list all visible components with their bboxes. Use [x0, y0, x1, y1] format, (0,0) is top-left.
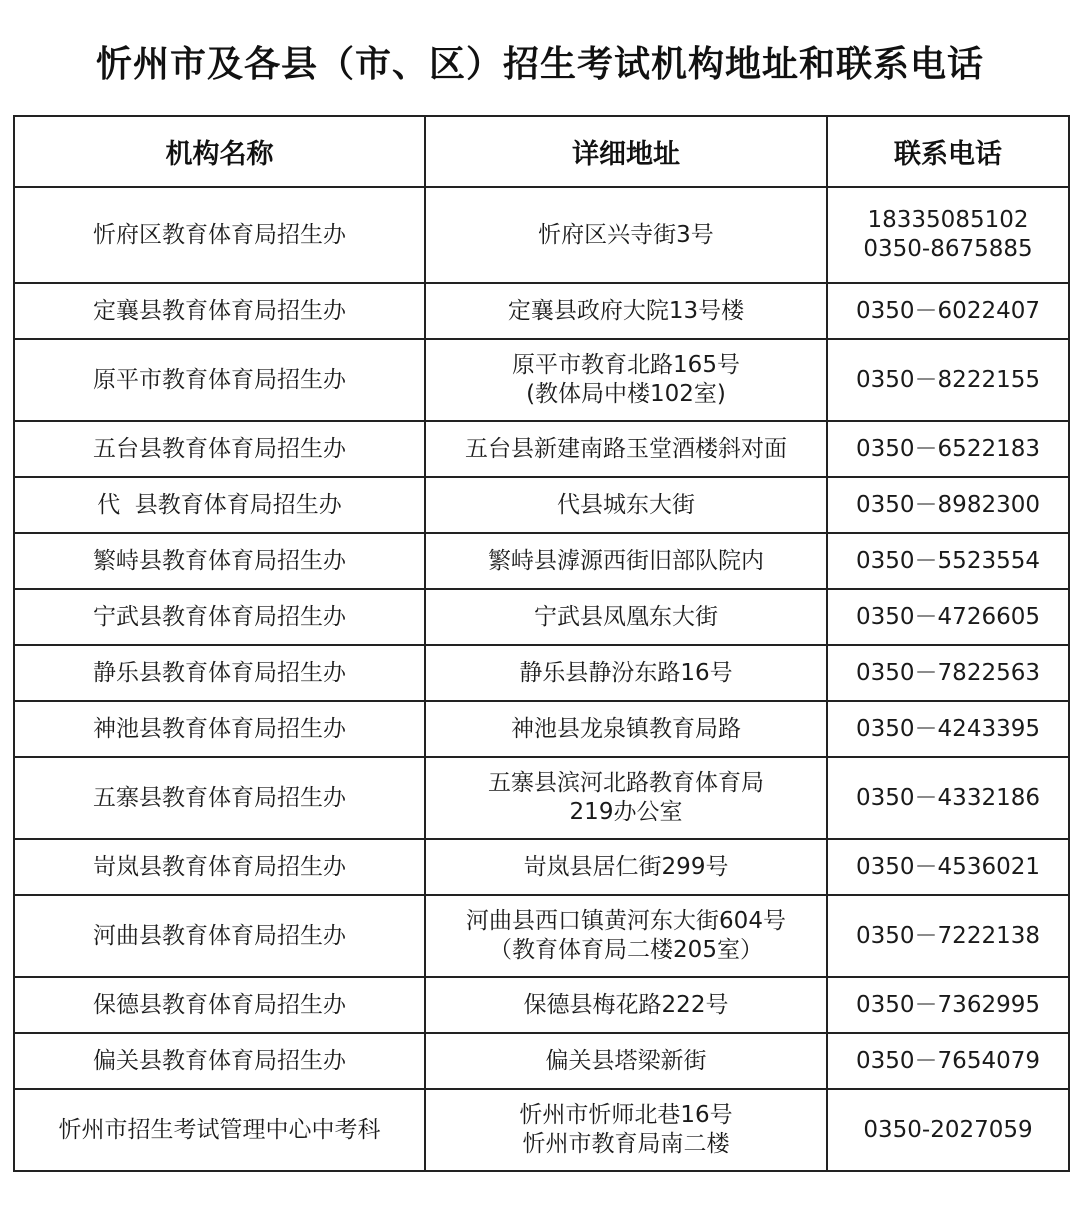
org-name-cell: 神池县教育体育局招生办: [14, 701, 425, 757]
table-row: [14, 701, 1069, 757]
address-line: 神池县龙泉镇教育局路: [511, 715, 741, 742]
header-phone: 联系电话: [827, 116, 1069, 187]
address-cell: [425, 839, 827, 895]
org-name-cell: 保德县教育体育局招生办: [14, 977, 425, 1033]
org-name-cell: 忻府区教育体育局招生办: [14, 187, 425, 283]
address-cell: [425, 1089, 827, 1171]
address-cell: [425, 421, 827, 477]
phone-cell: [827, 283, 1069, 339]
address-cell: [425, 187, 827, 283]
contacts-table: [13, 115, 1070, 1172]
address-line: 五台县新建南路玉堂酒楼斜对面: [465, 435, 787, 462]
phone-line: 0350-2027059: [863, 1116, 1033, 1143]
address-cell: [425, 339, 827, 421]
table-row: [14, 187, 1069, 283]
org-name-cell: 静乐县教育体育局招生办: [14, 645, 425, 701]
org-name-cell: 代 县教育体育局招生办: [14, 477, 425, 533]
phone-cell: [827, 701, 1069, 757]
address-line: 宁武县凤凰东大街: [534, 603, 718, 630]
address-cell: [425, 645, 827, 701]
address-line: 岢岚县居仁街299号: [523, 853, 729, 880]
address-line: 定襄县政府大院13号楼: [507, 297, 745, 324]
address-line: (教体局中楼102室): [526, 381, 726, 407]
address-line: 忻州市忻师北巷16号: [519, 1102, 733, 1128]
address-line: 代县城东大街: [557, 491, 695, 518]
phone-line: 0350－4243395: [856, 715, 1040, 742]
phone-line: 0350－7654079: [856, 1047, 1040, 1074]
table-row: [14, 421, 1069, 477]
address-line: （教育体育局二楼205室）: [489, 937, 763, 963]
phone-cell: [827, 895, 1069, 977]
phone-cell: [827, 839, 1069, 895]
org-name-cell: 五寨县教育体育局招生办: [14, 757, 425, 839]
phone-cell: [827, 645, 1069, 701]
address-cell: [425, 1033, 827, 1089]
header-address: 详细地址: [425, 116, 827, 187]
org-name-cell: 岢岚县教育体育局招生办: [14, 839, 425, 895]
address-line: 忻府区兴寺街3号: [538, 221, 714, 248]
table-row: [14, 895, 1069, 977]
table-row: [14, 1089, 1069, 1171]
phone-line: 18335085102: [867, 207, 1029, 233]
address-cell: [425, 589, 827, 645]
phone-cell: [827, 421, 1069, 477]
org-name-cell: 忻州市招生考试管理中心中考科: [14, 1089, 425, 1171]
address-line: 繁峙县滹源西街旧部队院内: [488, 547, 764, 574]
phone-line: 0350－7362995: [856, 991, 1040, 1018]
org-name-cell: 五台县教育体育局招生办: [14, 421, 425, 477]
address-cell: [425, 477, 827, 533]
table-row: [14, 283, 1069, 339]
org-name-cell: 偏关县教育体育局招生办: [14, 1033, 425, 1089]
address-cell: [425, 533, 827, 589]
phone-line: 0350－4536021: [856, 853, 1040, 880]
phone-cell: [827, 187, 1069, 283]
phone-cell: [827, 1089, 1069, 1171]
table-row: [14, 1033, 1069, 1089]
phone-line: 0350－5523554: [856, 547, 1040, 574]
table-row: [14, 839, 1069, 895]
phone-cell: [827, 1033, 1069, 1089]
phone-line: 0350－4332186: [856, 784, 1040, 811]
phone-line: 0350－6522183: [856, 435, 1040, 462]
address-cell: [425, 977, 827, 1033]
org-name-cell: 原平市教育体育局招生办: [14, 339, 425, 421]
address-cell: [425, 283, 827, 339]
table-row: [14, 757, 1069, 839]
org-name-cell: 河曲县教育体育局招生办: [14, 895, 425, 977]
phone-line: 0350－8982300: [856, 491, 1040, 518]
address-line: 忻州市教育局南二楼: [522, 1131, 730, 1157]
address-line: 河曲县西口镇黄河东大街604号: [466, 908, 786, 934]
table-row: [14, 339, 1069, 421]
phone-line: 0350－4726605: [856, 603, 1040, 630]
address-line: 219办公室: [569, 799, 683, 825]
address-cell: [425, 701, 827, 757]
phone-cell: [827, 977, 1069, 1033]
org-name-cell: 宁武县教育体育局招生办: [14, 589, 425, 645]
phone-line: 0350－7822563: [856, 659, 1040, 686]
address-line: 保德县梅花路222号: [523, 991, 729, 1018]
phone-line: 0350－7222138: [856, 922, 1040, 949]
address-line: 偏关县塔梁新街: [545, 1047, 707, 1074]
phone-cell: [827, 589, 1069, 645]
phone-line: 0350－6022407: [856, 297, 1040, 324]
table-header-row: [14, 116, 1069, 187]
phone-cell: [827, 339, 1069, 421]
address-line: 原平市教育北路165号: [512, 352, 740, 378]
phone-cell: [827, 477, 1069, 533]
phone-cell: [827, 757, 1069, 839]
header-org-name: 机构名称: [14, 116, 425, 187]
phone-line: 0350－8222155: [856, 366, 1040, 393]
phone-line: 0350-8675885: [863, 236, 1033, 262]
table-row: [14, 977, 1069, 1033]
table-row: [14, 645, 1069, 701]
phone-cell: [827, 533, 1069, 589]
address-cell: [425, 757, 827, 839]
address-line: 静乐县静汾东路16号: [519, 659, 733, 686]
table-row: [14, 477, 1069, 533]
address-line: 五寨县滨河北路教育体育局: [488, 770, 764, 796]
table-row: [14, 589, 1069, 645]
table-row: [14, 533, 1069, 589]
page-title: 忻州市及各县（市、区）招生考试机构地址和联系电话: [95, 44, 984, 85]
org-name-cell: 繁峙县教育体育局招生办: [14, 533, 425, 589]
address-cell: [425, 895, 827, 977]
org-name-cell: 定襄县教育体育局招生办: [14, 283, 425, 339]
